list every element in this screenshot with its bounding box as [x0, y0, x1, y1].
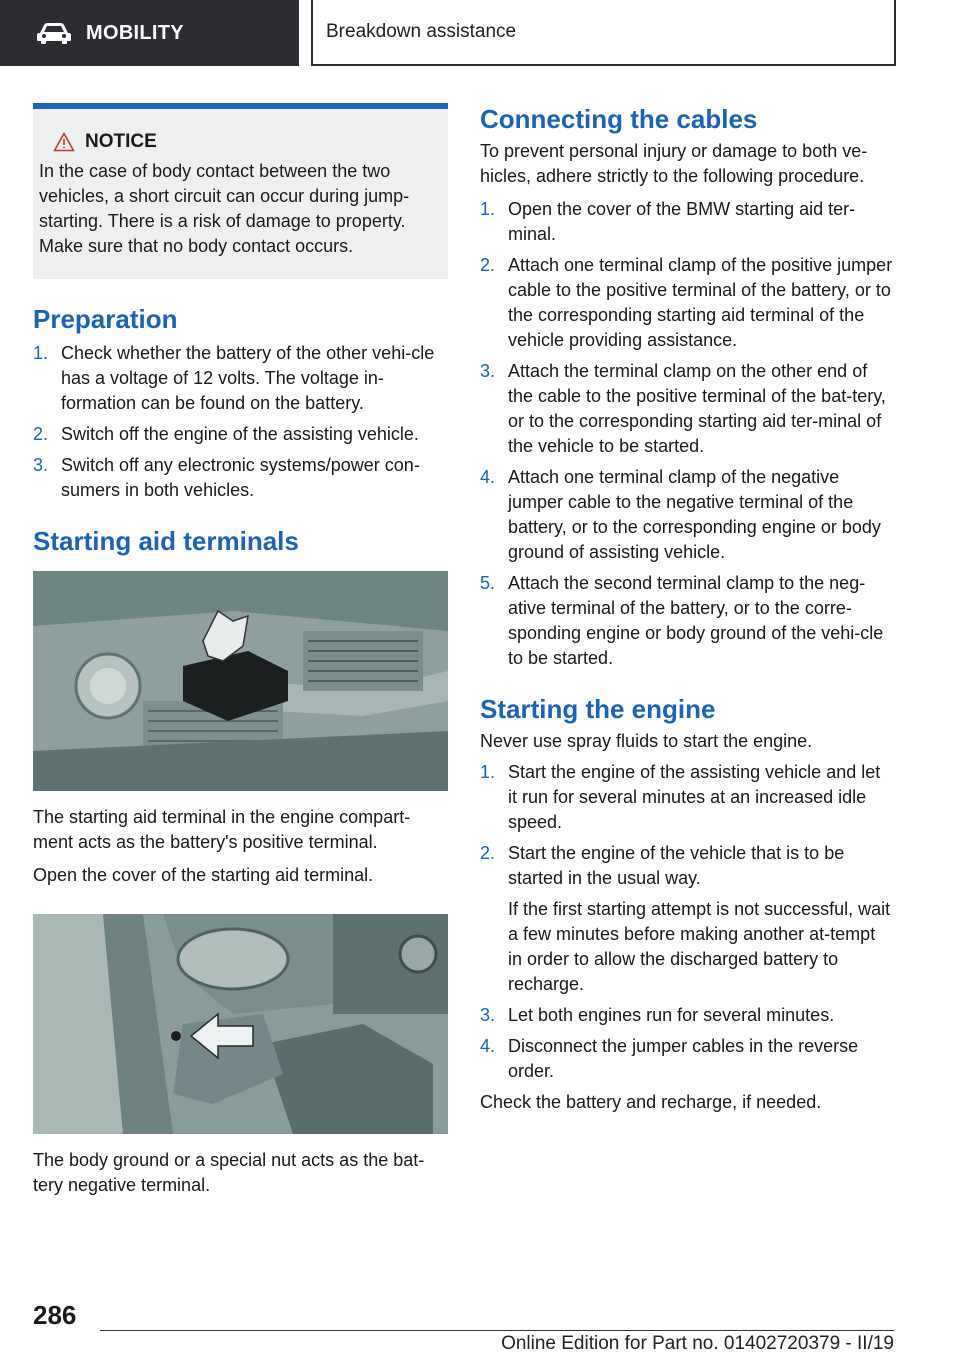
- starting-outro: Check the battery and recharge, if needed.: [480, 1092, 822, 1112]
- list-item: 3. Attach the terminal clamp on the other end of the cable to the positive terminal of the bat-tery, or to the corresponding starting aid ter-minal of the vehicle to be started.: [480, 361, 886, 456]
- open-cover-text: Open the cover of the starting aid terminal.: [33, 865, 374, 885]
- list-item: 5. Attach the second terminal clamp to the neg-ative terminal of the battery, or to the corre-sponding engine or body ground of the vehi-cle to be started.: [480, 573, 884, 668]
- connecting-steps: [480, 197, 894, 671]
- notice-box: [33, 103, 448, 279]
- notice-title: [53, 131, 440, 153]
- footer-divider: [100, 1330, 894, 1331]
- chapter-title: Breakdown assistance: [326, 21, 517, 42]
- section-title: MOBILITY: [86, 21, 184, 44]
- connecting-heading: Connecting the cables: [480, 104, 758, 134]
- ground-caption: The body ground or a special nut acts as the bat-tery negative terminal.: [33, 1150, 425, 1195]
- list-item: 2. Start the engine of the vehicle that is to be started in the usual way. If the first starting attempt is not successful, wait a few minutes before making another at-tempt in order to allow the discharged battery to recharge.: [480, 841, 894, 997]
- list-item: 3. Let both engines run for several minutes.: [480, 1005, 835, 1025]
- notice-text: In the case of body contact between the two vehicles, a short circuit can occur during jump-starting. There is a risk of damage to property. Make sure that no body contact occurs.: [39, 161, 410, 256]
- warning-icon: [53, 132, 75, 152]
- terminal-caption: The starting aid terminal in the engine compart-ment acts as the battery's positive terminal.: [33, 807, 411, 852]
- list-item: 3. Switch off any electronic systems/power con-sumers in both vehicles.: [33, 455, 420, 500]
- page-number: 286: [33, 1300, 77, 1330]
- header-section-tab: [0, 0, 299, 66]
- starting-intro: Never use spray fluids to start the engine.: [480, 731, 813, 751]
- ground-terminal-illustration: [33, 914, 448, 1134]
- list-item: 2. Switch off the engine of the assisting vehicle.: [33, 424, 419, 444]
- starting-heading: Starting the engine: [480, 694, 716, 724]
- list-item: 1. Start the engine of the assisting vehicle and let it run for several minutes at an increased idle speed.: [480, 762, 881, 832]
- notice-label: NOTICE: [85, 131, 157, 152]
- starting-aid-terminal-illustration: [33, 571, 448, 791]
- edition-text: Online Edition for Part no. 01402720379 - II/19: [501, 1333, 894, 1354]
- retry-note: If the first starting attempt is not successful, wait a few minutes before making another at-tempt in order to allow the discharged battery to recharge.: [508, 899, 891, 994]
- ground-terminal-photo: [33, 914, 448, 1134]
- list-item: 1. Check whether the battery of the other vehi-cle has a voltage of 12 volts. The voltage in-formation can be found on the battery.: [33, 343, 435, 413]
- list-item: 1. Open the cover of the BMW starting aid ter-minal.: [480, 199, 856, 244]
- engine-compartment-photo: [33, 571, 448, 791]
- starting-steps: [480, 760, 894, 1084]
- connecting-intro: To prevent personal injury or damage to both ve-hicles, adhere strictly to the following procedure.: [480, 141, 868, 186]
- left-column: [33, 103, 448, 1198]
- car-icon: [36, 21, 72, 45]
- list-item: 4. Attach one terminal clamp of the negative jumper cable to the negative terminal of the battery, or to the corresponding engine or body ground of assisting vehicle.: [480, 467, 881, 562]
- preparation-heading: Preparation: [33, 304, 178, 334]
- preparation-steps: [33, 341, 448, 503]
- list-item: 2. Attach one terminal clamp of the positive jumper cable to the positive terminal of the battery, or to the corresponding starting aid terminal of the vehicle providing assistance.: [480, 255, 893, 350]
- right-column: [480, 103, 894, 1115]
- list-item: 4. Disconnect the jumper cables in the reverse order.: [480, 1036, 859, 1081]
- header-chapter-box: [311, 0, 896, 66]
- terminals-heading: Starting aid terminals: [33, 526, 299, 556]
